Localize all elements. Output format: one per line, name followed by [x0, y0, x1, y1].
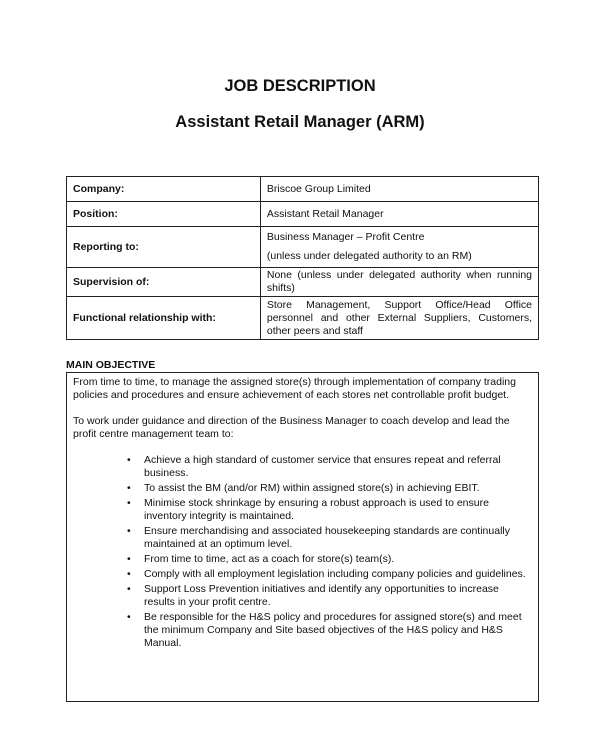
list-item: [127, 482, 532, 495]
document-title: JOB DESCRIPTION: [224, 77, 376, 95]
bullet-icon: •: [127, 611, 131, 623]
bullet-icon: •: [127, 482, 131, 494]
bullet-icon: •: [127, 553, 131, 565]
table-row: [67, 227, 539, 268]
table-row: [67, 297, 539, 340]
list-item: [127, 568, 532, 581]
objective-bullet-list: [73, 454, 532, 650]
position-label: Position:: [67, 202, 261, 227]
list-item: [127, 525, 532, 551]
list-item-text: Be responsible for the H&S policy and procedures for assigned store(s) and meet the minimum Company and Site based objectives of the H&S policy and H&S Manual.: [144, 611, 522, 649]
reporting-to-value: [260, 227, 538, 268]
functional-relationship-label: Functional relationship with:: [67, 297, 261, 340]
list-item: [127, 583, 532, 609]
supervision-of-value: [260, 268, 538, 297]
company-value: [260, 177, 538, 202]
table-row: [67, 268, 539, 297]
list-item: [127, 497, 532, 523]
list-item: [127, 553, 532, 566]
objective-paragraph: To work under guidance and direction of the Business Manager to coach develop and lead the profit centre management team to:: [73, 415, 510, 440]
list-item-text: Achieve a high standard of customer service that ensures repeat and referral business.: [144, 454, 501, 479]
position-value-line: Assistant Retail Manager: [266, 207, 384, 220]
bullet-icon: •: [127, 454, 131, 466]
main-objective-heading: MAIN OBJECTIVE: [66, 359, 156, 371]
table-row: [67, 202, 539, 227]
list-item: [127, 454, 532, 480]
company-label: Company:: [67, 177, 261, 202]
reporting-to-label: Reporting to:: [67, 227, 261, 268]
reporting-to-value-note: (unless under delegated authority to an RM): [266, 250, 472, 262]
functional-relationship-value: [260, 297, 538, 340]
objective-paragraph: From time to time, to manage the assigned store(s) through implementation of company trading policies and procedures and ensure achievement of each stores net controllable profit budget.: [73, 376, 516, 401]
reporting-to-value-line: Business Manager – Profit Centre: [266, 231, 425, 243]
main-objective-box: [66, 372, 539, 702]
bullet-icon: •: [127, 568, 131, 580]
job-info-table: [66, 176, 539, 340]
supervision-of-value-line: None (unless under delegated authority when running shifts): [266, 269, 532, 294]
list-item-text: Support Loss Prevention initiatives and identify any opportunities to increase results in your profit centre.: [144, 583, 499, 608]
list-item: [127, 611, 532, 650]
functional-relationship-value-line: Store Management, Support Office/Head Office personnel and other External Suppliers, Customers, other peers and staff: [266, 298, 532, 337]
table-row: [67, 177, 539, 202]
list-item-text: To assist the BM (and/or RM) within assigned store(s) in achieving EBIT.: [144, 482, 480, 494]
bullet-icon: •: [127, 497, 131, 509]
list-item-text: From time to time, act as a coach for store(s) team(s).: [144, 553, 395, 565]
list-item-text: Comply with all employment legislation including company policies and guidelines.: [144, 568, 526, 580]
supervision-of-label: Supervision of:: [67, 268, 261, 297]
document-subtitle: Assistant Retail Manager (ARM): [175, 113, 425, 131]
company-value-line: Briscoe Group Limited: [266, 182, 371, 195]
bullet-icon: •: [127, 525, 131, 537]
list-item-text: Ensure merchandising and associated housekeeping standards are continually maintained at an optimum level.: [144, 525, 510, 550]
position-value: [260, 202, 538, 227]
bullet-icon: •: [127, 583, 131, 595]
list-item-text: Minimise stock shrinkage by ensuring a robust approach is used to ensure inventory integrity is maintained.: [144, 497, 489, 522]
